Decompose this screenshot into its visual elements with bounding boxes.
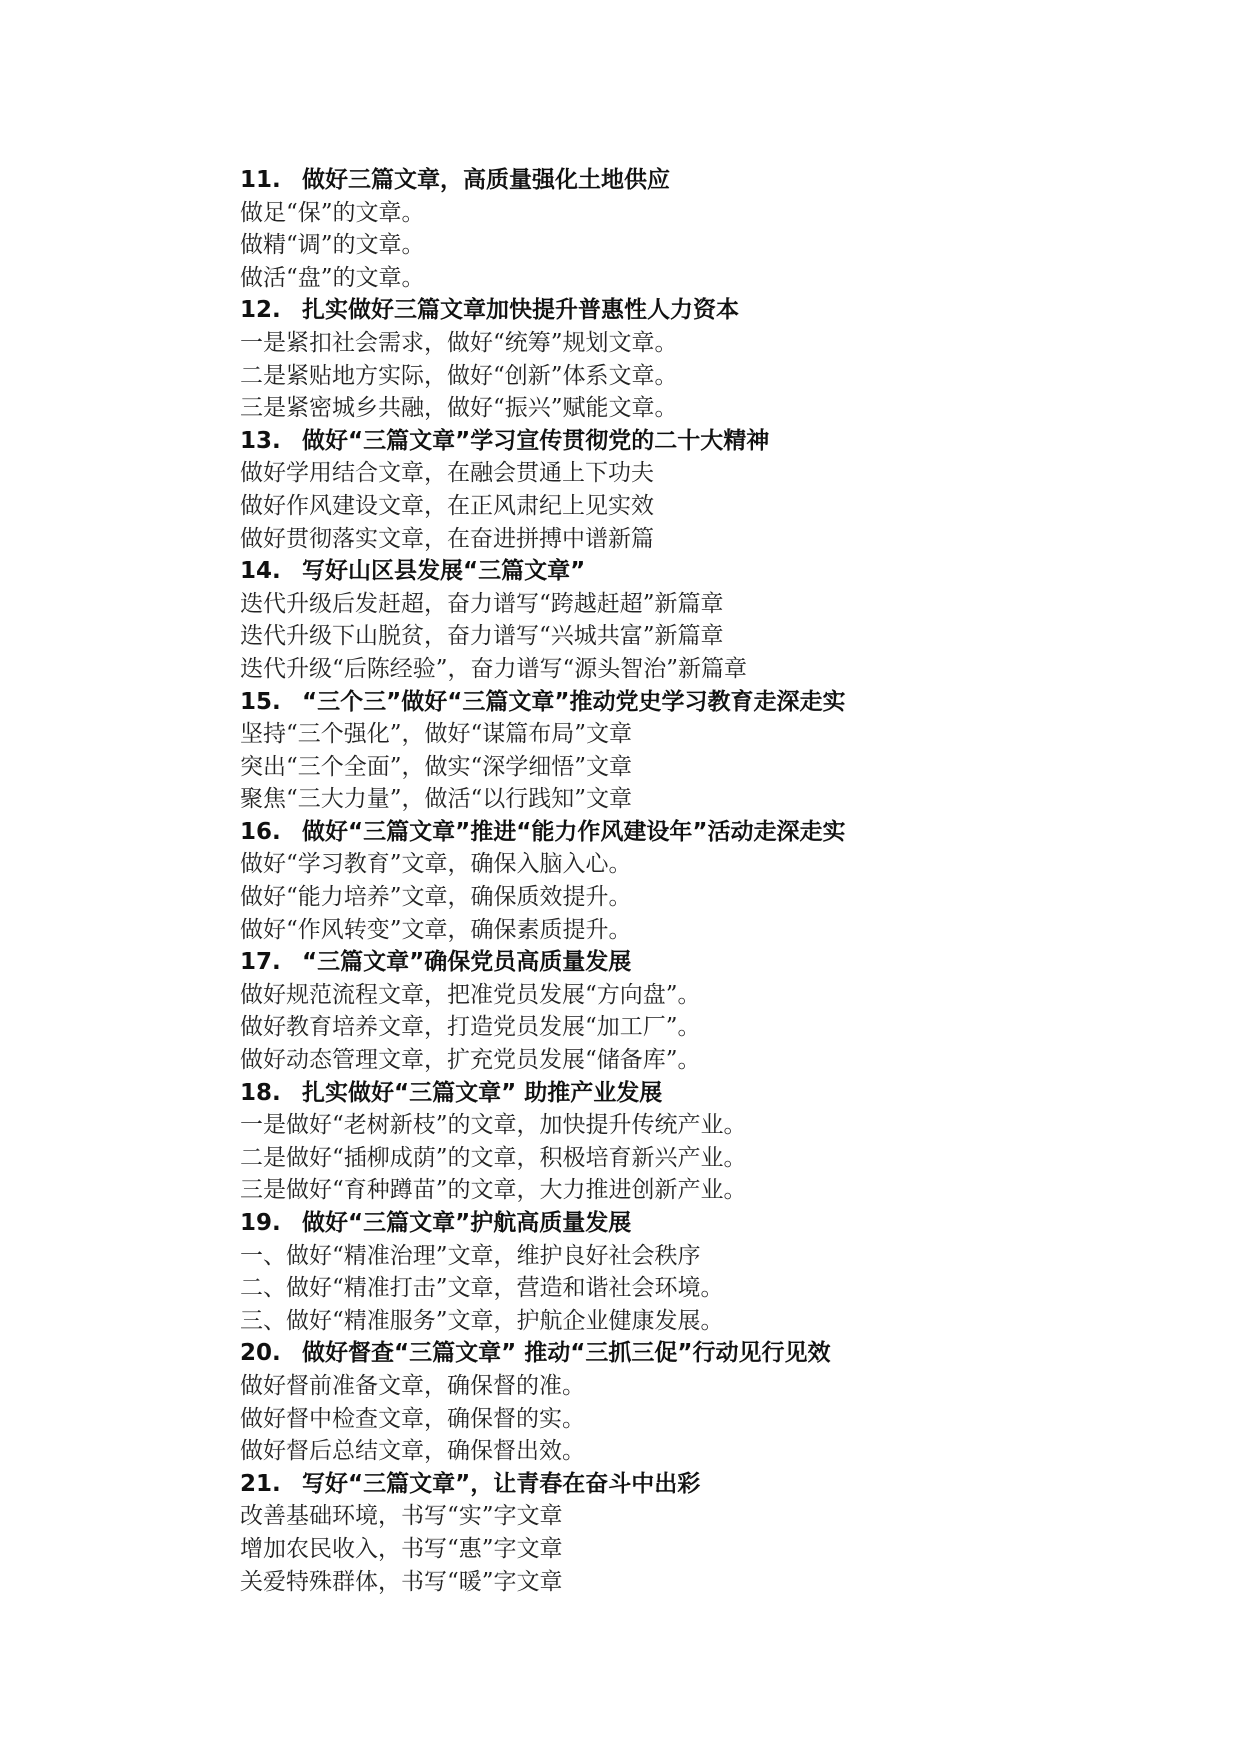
section-number: 15.: [240, 688, 281, 715]
section-item: 一是紧扣社会需求，做好“统筹”规划文章。: [240, 329, 678, 356]
section-number: 20.: [240, 1340, 281, 1367]
section-item: 做好学用结合文章，在融会贯通上下功夫: [240, 460, 654, 487]
section: [240, 164, 1180, 294]
section-number: 19.: [240, 1210, 281, 1236]
section-number: 18.: [240, 1079, 281, 1106]
section-title: 做好“三篇文章”护航高质量发展: [302, 1210, 632, 1236]
section-item: 二是紧贴地方实际，做好“创新”体系文章。: [240, 362, 678, 389]
section: [240, 294, 1180, 424]
section-item: 做好督前准备文章，确保督的准。: [240, 1372, 585, 1399]
section-number: 21.: [240, 1470, 281, 1497]
section-item: 迭代升级“后陈经验”，奋力谱写“源头智治”新篇章: [240, 655, 748, 682]
section-item: 关爱特殊群体，书写“暖”字文章: [240, 1568, 563, 1595]
section: [240, 946, 1180, 1076]
section: [240, 686, 1180, 816]
section-title: 扎实做好“三篇文章” 助推产业发展: [302, 1079, 663, 1106]
section-heading: [240, 1207, 1180, 1240]
section-number: 14.: [240, 558, 281, 585]
section-title: 做好“三篇文章”推进“能力作风建设年”活动走深走实: [302, 818, 846, 845]
section-number: 17.: [240, 949, 281, 976]
section-item: 做好“能力培养”文章，确保质效提升。: [240, 884, 632, 911]
section-item: 做活“盘”的文章。: [240, 264, 425, 291]
section-title: 写好山区县发展“三篇文章”: [302, 558, 586, 585]
section-item: 坚持“三个强化”，做好“谋篇布局”文章: [240, 721, 633, 748]
section: [240, 1468, 1180, 1598]
section-item: 做好“作风转变”文章，确保素质提升。: [240, 916, 632, 943]
section-item: 突出“三个全面”，做实“深学细悟”文章: [240, 753, 633, 780]
section-item: 做好督中检查文章，确保督的实。: [240, 1405, 585, 1432]
section-item: 一是做好“老树新枝”的文章，加快提升传统产业。: [240, 1112, 747, 1139]
section-item: 一、做好“精准治理”文章，维护良好社会秩序: [240, 1242, 701, 1269]
section: [240, 425, 1180, 555]
section-item: 三是紧密城乡共融，做好“振兴”赋能文章。: [240, 395, 678, 422]
section-heading: [240, 555, 1180, 588]
section-heading: [240, 294, 1180, 327]
section-heading: [240, 425, 1180, 458]
section-item: 做精“调”的文章。: [240, 232, 425, 259]
section-item: 二是做好“插柳成荫”的文章，积极培育新兴产业。: [240, 1144, 747, 1171]
section-item: 做好督后总结文章，确保督出效。: [240, 1438, 585, 1465]
section-item: 做好“学习教育”文章，确保入脑入心。: [240, 851, 632, 878]
section-item: 改善基础环境，书写“实”字文章: [240, 1503, 563, 1530]
section-title: “三篇文章”确保党员高质量发展: [302, 949, 632, 976]
section-title: 做好三篇文章，高质量强化土地供应: [302, 167, 670, 193]
section-number: 13.: [240, 427, 281, 454]
section-item: 做足“保”的文章。: [240, 199, 425, 226]
section-item: 迭代升级下山脱贫，奋力谱写“兴城共富”新篇章: [240, 623, 724, 650]
section-title: 扎实做好三篇文章加快提升普惠性人力资本: [302, 297, 739, 324]
section-title: 写好“三篇文章”，让青春在奋斗中出彩: [302, 1470, 701, 1497]
section-title: 做好“三篇文章”学习宣传贯彻党的二十大精神: [302, 427, 770, 454]
section-number: 11.: [240, 167, 281, 193]
section: [240, 1207, 1180, 1337]
section: [240, 1077, 1180, 1207]
section-heading: [240, 1337, 1180, 1370]
section-heading: [240, 164, 1180, 197]
section-item: 做好作风建设文章，在正风肃纪上见实效: [240, 492, 654, 519]
section-item: 迭代升级后发赶超，奋力谱写“跨越赶超”新篇章: [240, 590, 724, 617]
section-item: 做好动态管理文章，扩充党员发展“储备库”。: [240, 1047, 701, 1074]
section-title: 做好督查“三篇文章” 推动“三抓三促”行动见行见效: [302, 1340, 831, 1367]
section-item: 三是做好“育种蹲苗”的文章，大力推进创新产业。: [240, 1177, 747, 1204]
section: [240, 1337, 1180, 1467]
section-heading: [240, 946, 1180, 979]
section-heading: [240, 1077, 1180, 1110]
section-item: 三、做好“精准服务”文章，护航企业健康发展。: [240, 1307, 724, 1334]
section-item: 做好贯彻落实文章，在奋进拼搏中谱新篇: [240, 525, 654, 552]
section-heading: [240, 816, 1180, 849]
section: [240, 555, 1180, 685]
section-item: 增加农民收入，书写“惠”字文章: [240, 1535, 563, 1562]
section-number: 16.: [240, 818, 281, 845]
section-number: 12.: [240, 297, 281, 324]
section-heading: [240, 1468, 1180, 1501]
section-item: 做好规范流程文章，把准党员发展“方向盘”。: [240, 981, 701, 1008]
section-item: 聚焦“三大力量”，做活“以行践知”文章: [240, 786, 633, 813]
section-item: 二、做好“精准打击”文章，营造和谐社会环境。: [240, 1275, 724, 1302]
section-item: 做好教育培养文章，打造党员发展“加工厂”。: [240, 1014, 701, 1041]
section: [240, 816, 1180, 946]
section-title: “三个三”做好“三篇文章”推动党史学习教育走深走实: [302, 688, 846, 715]
section-heading: [240, 686, 1180, 719]
document-body: [240, 164, 1180, 1598]
